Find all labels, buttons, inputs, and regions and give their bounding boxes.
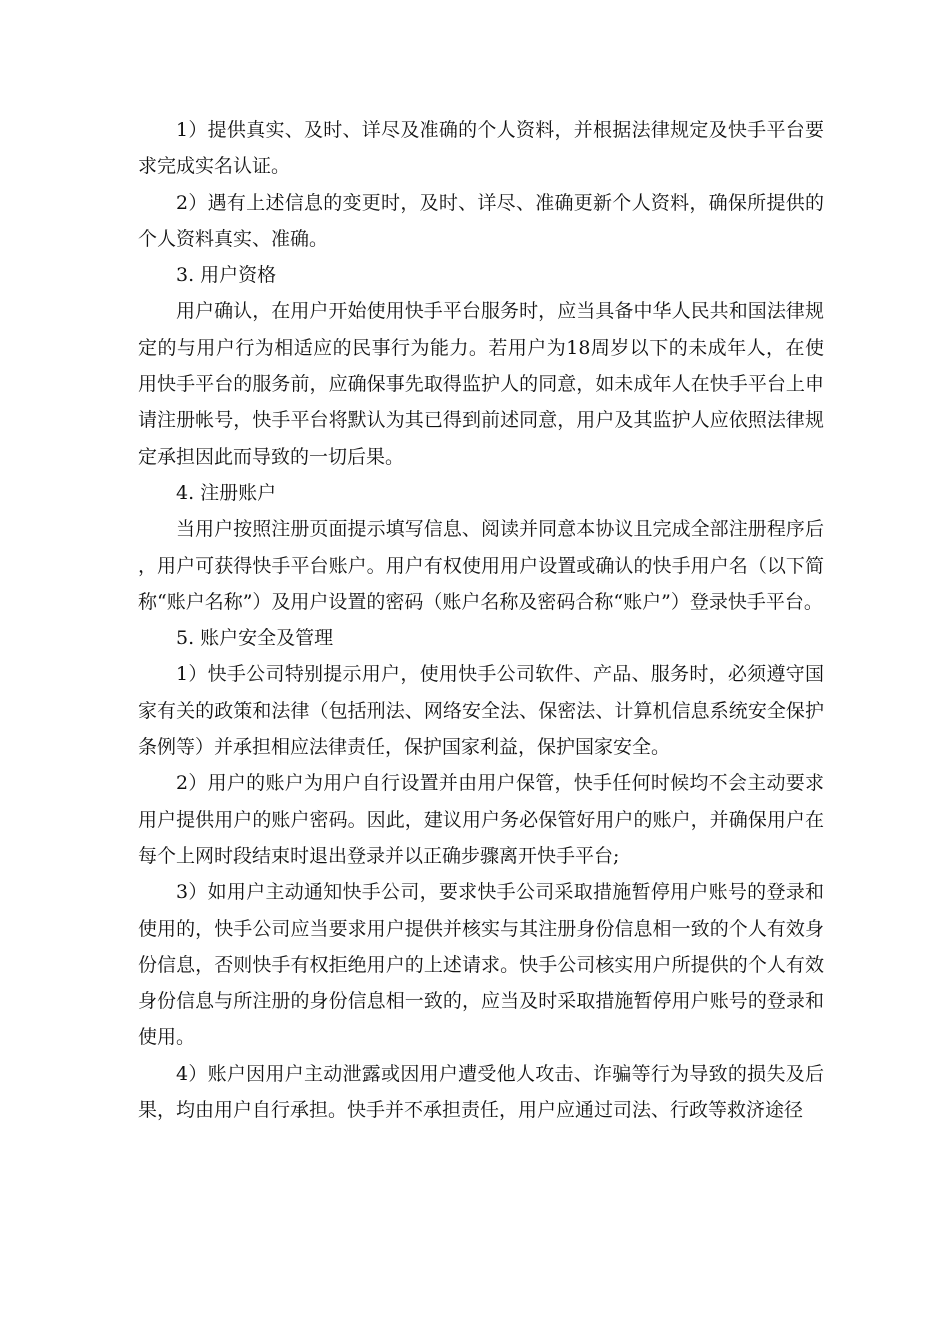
paragraph-register-account: 当用户按照注册页面提示填写信息、阅读并同意本协议且完成全部注册程序后，用户可获得快手平台账户。用户有权使用用户设置或确认的快手用户名（以下简称“账户名称”）及用户设置的密码（账户名称及密码合称“账户”）登录快手平台。 xyxy=(138,518,824,613)
section-heading-account-security: 5. 账户安全及管理 xyxy=(176,627,334,650)
paragraph-info-update: 2）遇有上述信息的变更时，及时、详尽、准确更新个人资料，确保所提供的个人资料真实、准确。 xyxy=(138,191,824,250)
section-heading-register-account: 4. 注册账户 xyxy=(176,481,277,504)
paragraph-user-qualification: 用户确认，在用户开始使用快手平台服务时，应当具备中华人民共和国法律规定的与用户行为相适应的民事行为能力。若用户为18周岁以下的未成年人，在使用快手平台的服务前，应确保事先取得监护人的同意，如未成年人在快手平台上申请注册帐号，快手平台将默认为其已得到前述同意，用户及其监护人应依照法律规定承担因此而导致的一切后果。 xyxy=(138,300,824,468)
paragraph-security-law: 1）快手公司特别提示用户，使用快手公司软件、产品、服务时，必须遵守国家有关的政策和法律（包括刑法、网络安全法、保密法、计算机信息系统安全保护条例等）并承担相应法律责任，保护国家利益，保护国家安全。 xyxy=(138,663,824,759)
document-page xyxy=(138,112,824,1128)
section-heading-user-qualification: 3. 用户资格 xyxy=(176,264,277,287)
paragraph-info-accuracy: 1）提供真实、及时、详尽及准确的个人资料，并根据法律规定及快手平台要求完成实名认证。 xyxy=(138,119,824,178)
paragraph-loss-liability: 4）账户因用户主动泄露或因用户遭受他人攻击、诈骗等行为导致的损失及后果，均由用户自行承担。快手并不承担责任，用户应通过司法、行政等救济途径 xyxy=(138,1062,824,1122)
paragraph-suspend-account: 3）如用户主动通知快手公司，要求快手公司采取措施暂停用户账号的登录和使用的，快手公司应当要求用户提供并核实与其注册身份信息相一致的个人有效身份信息，否则快手有权拒绝用户的上述请求。快手公司核实用户所提供的个人有效身份信息与所注册的身份信息相一致的，应当及时采取措施暂停用户账号的登录和使用。 xyxy=(138,881,824,1049)
paragraph-password-custody: 2）用户的账户为用户自行设置并由用户保管，快手任何时候均不会主动要求用户提供用户的账户密码。因此，建议用户务必保管好用户的账户，并确保用户在每个上网时段结束时退出登录并以正确步骤离开快手平台; xyxy=(138,772,824,867)
